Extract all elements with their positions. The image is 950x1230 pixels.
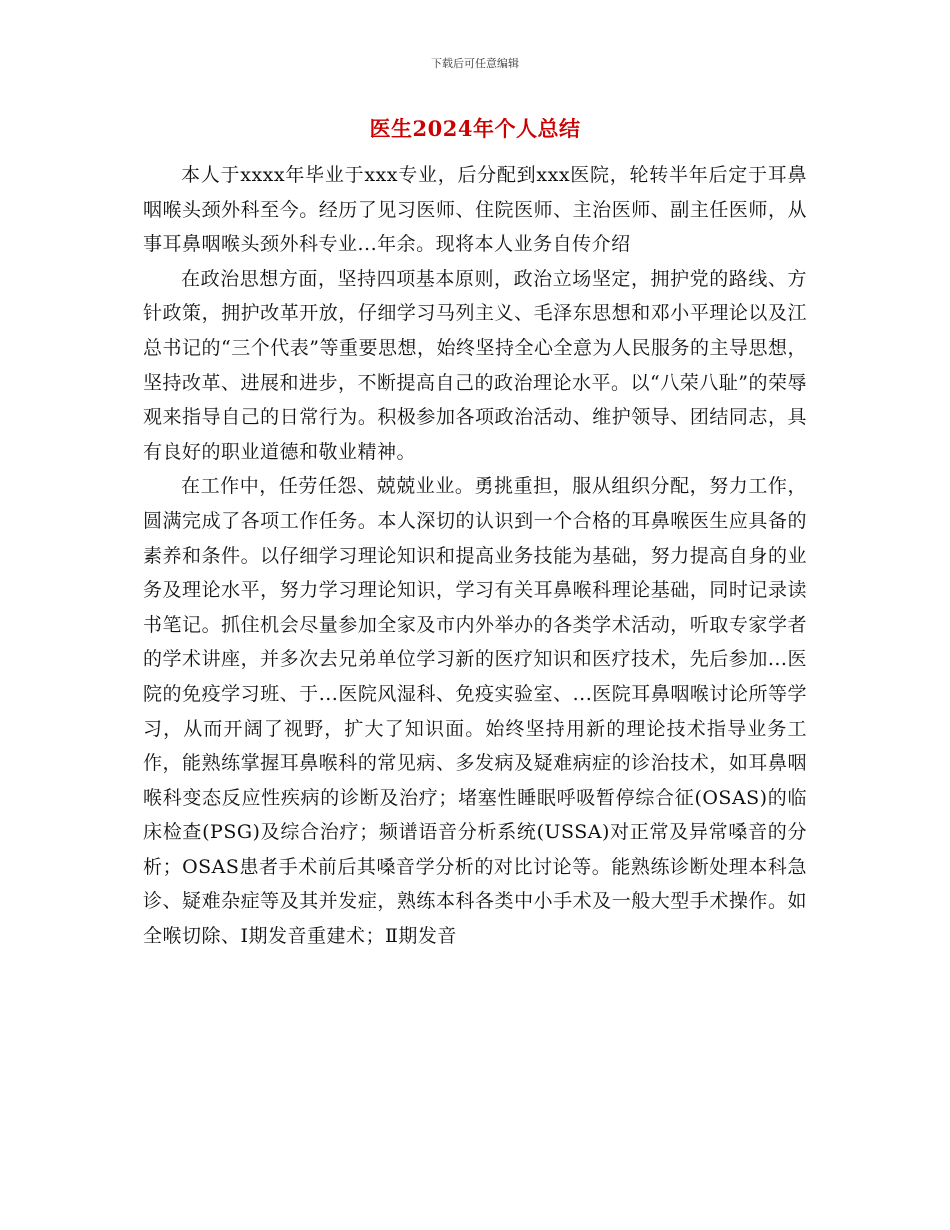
paragraph-intro: 本人于xxxx年毕业于xxx专业，后分配到xxx医院，轮转半年后定于耳鼻咽喉头颈外科至今。经历了见习医师、住院医师、主治医师、副主任医师，从事耳鼻咽喉头颈外科专业...年余。现将本人业务自传介绍 [143,164,807,256]
document-title: 医生2024年个人总结 [369,116,581,141]
paragraph-work: 在工作中，任劳任怨、兢兢业业。勇挑重担，服从组织分配，努力工作，圆满完成了各项工作任务。本人深切的认识到一个合格的耳鼻喉医生应具备的素养和条件。以仔细学习理论知识和提高业务技能为基础，努力提高自身的业务及理论水平，努力学习理论知识，学习有关耳鼻喉科理论基础，同时记录读书笔记。抓住机会尽量参加全家及市内外举办的各类学术活动，听取专家学者的学术讲座，并多次去兄弟单位学习新的医疗知识和医疗技术，先后参加...医院的免疫学习班、于...医院风湿科、免疫实验室、...医院耳鼻咽喉讨论所等学习，从而开阔了视野，扩大了知识面。始终坚持用新的理论技术指导业务工作，能熟练掌握耳鼻喉科的常见病、多发病及疑难病症的诊治技术，如耳鼻咽喉科变态反应性疾病的诊断及治疗；堵塞性睡眠呼吸暂停综合征(OSAS)的临床检查(PSG)及综合治疗；频谱语音分析系统(USSA)对正常及异常嗓音的分析；OSAS患者手术前后其嗓音学分析的对比讨论等。能熟练诊断处理本科急诊、疑难杂症等及其并发症，熟练本科各类中小手术及一般大型手术操作。如全喉切除、Ⅰ期发音重建术；Ⅱ期发音 [143,475,807,948]
document-body [143,158,807,954]
header-note: 下载后可任意编辑 [431,57,519,70]
paragraph-political: 在政治思想方面，坚持四项基本原则，政治立场坚定，拥护党的路线、方针政策，拥护改革开放，仔细学习马列主义、毛泽东思想和邓小平理论以及江总书记的“三个代表”等重要思想，始终坚持全心全意为人民服务的主导思想，坚持改革、进展和进步，不断提高自己的政治理论水平。以“八荣八耻”的荣辱观来指导自己的日常行为。积极参加各项政治活动、维护领导、团结同志，具有良好的职业道德和敬业精神。 [143,267,807,463]
